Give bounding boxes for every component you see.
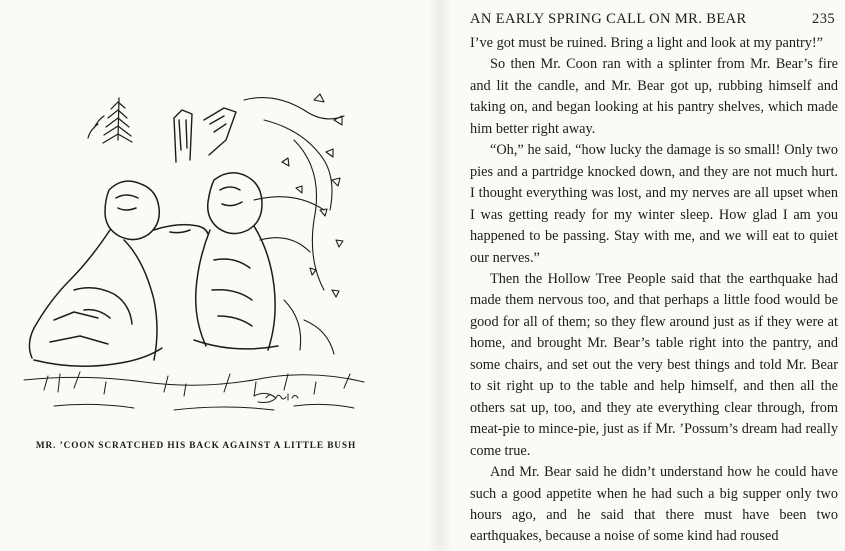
artist-signature (266, 394, 298, 400)
body-text (470, 33, 838, 548)
branch-sketch (244, 94, 344, 354)
bear-figure (170, 173, 278, 350)
illustration-image (14, 80, 374, 432)
stump-sketch (174, 108, 236, 162)
running-head (470, 10, 835, 28)
right-page (470, 10, 838, 548)
paragraph: So then Mr. Coon ran with a splinter from Mr. Bear’s fire and lit the candle, and Mr. Bear got up, rubbing himself and taking on, and began looking at his pantry shelves, which made him better right away. (470, 56, 838, 137)
page-number: 235 (812, 11, 835, 27)
paragraph: “Oh,” he said, “how lucky the damage is so small! Only two pies and a partridge knocked down, and they are not much hurt. I thought everything was lost, and my nerves are all upset when I was getting ready for my winter sleep. How glad I am you happened to be passing. Stay with me, and we will eat to quiet our nerves.” (470, 142, 838, 266)
chapter-title: AN EARLY SPRING CALL ON MR. BEAR (470, 11, 747, 27)
raccoon-figure (29, 181, 208, 366)
ground-sketch (24, 372, 364, 410)
paragraph: I’ve got must be ruined. Bring a light and look at my pantry!” (470, 35, 823, 51)
paragraph: And Mr. Bear said he didn’t understand how he could have such a good appetite when he had such a big supper only two hours ago, and he said that there must have been two earthquakes, because a noise of some kind had roused (470, 464, 838, 545)
illustration-caption: MR. ’COON SCRATCHED HIS BACK AGAINST A LITTLE BUSH (35, 441, 357, 451)
paragraph: Then the Hollow Tree People said that the earthquake had made them nervous too, and that perhaps a little food would be good for all of them; so they flew around just as if they were at home, and brought Mr. Bear’s table right into the pantry, and some chairs, and set out the very best things and told Mr. Bear to sit right up to the table and help himself, and then all the others sat up, too, and they ate everything clear through, from meat-pie to mince-pie, just as if Mr. ’Possum’s dream had really come true. (470, 270, 838, 459)
tree-sketch (88, 98, 132, 143)
